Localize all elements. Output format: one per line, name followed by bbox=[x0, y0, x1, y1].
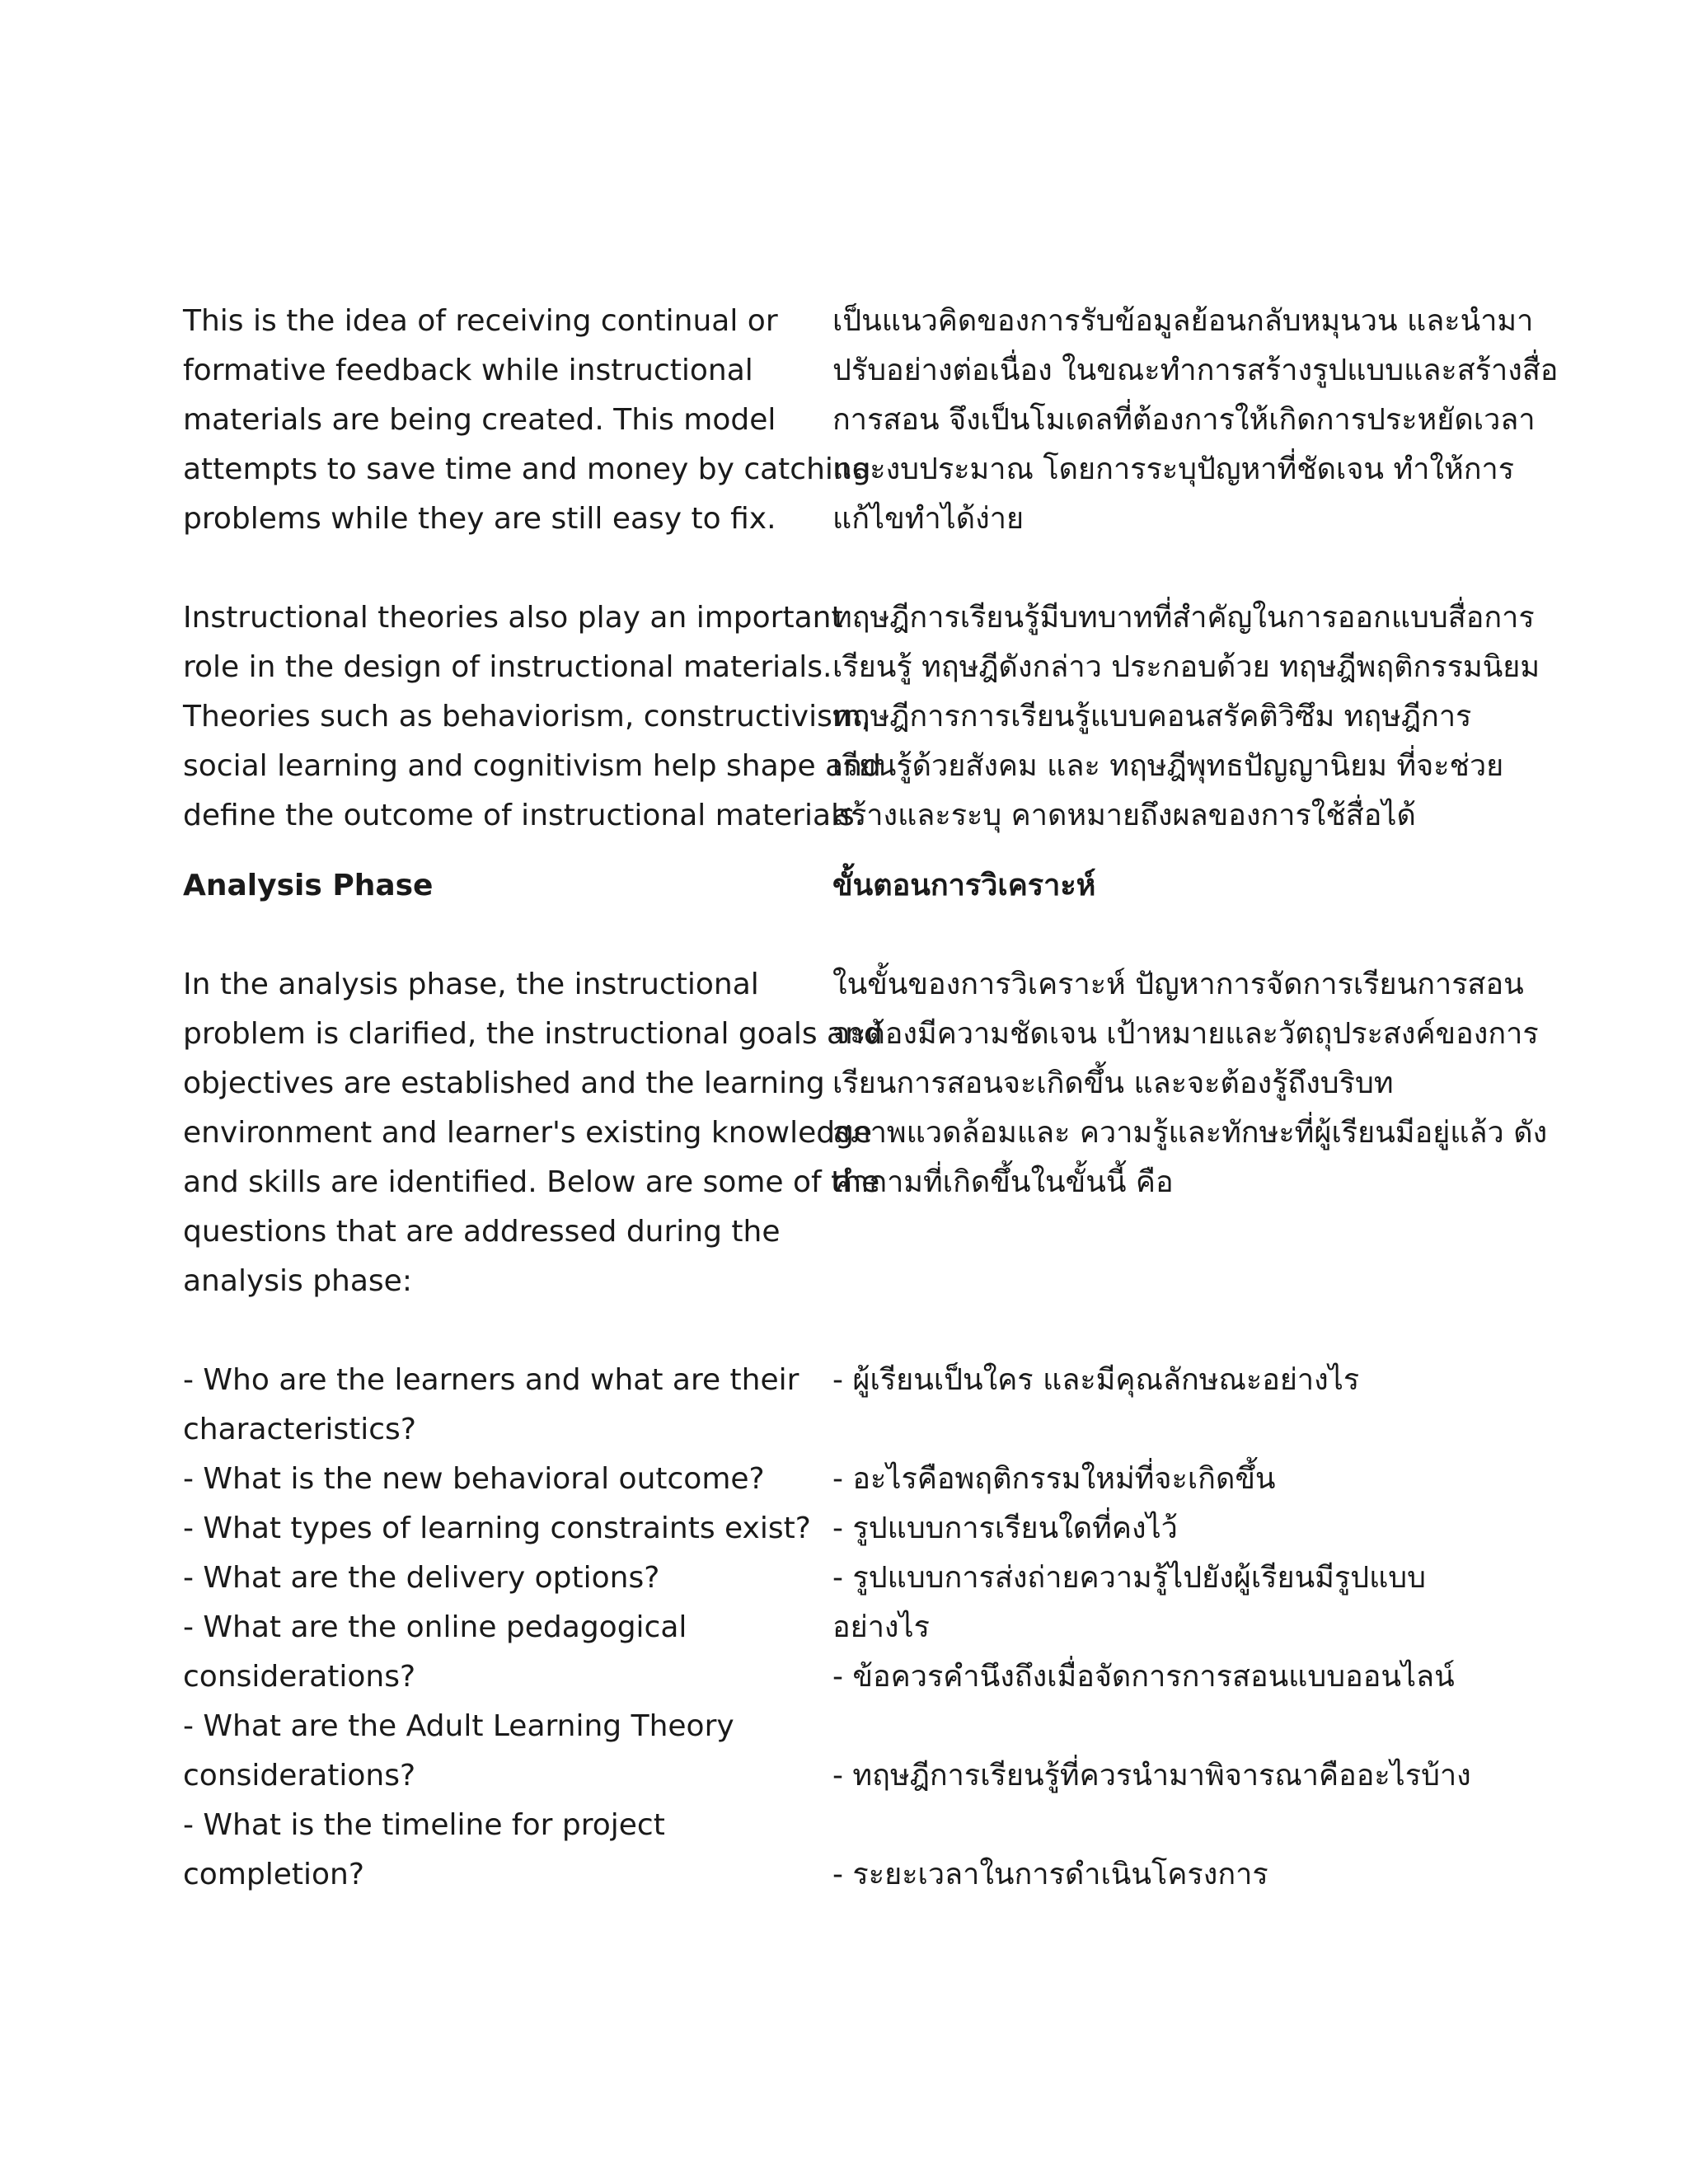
th-section-heading: ขั้นตอนการวิเคราะห์ bbox=[832, 869, 1096, 902]
en-question-line: considerations? bbox=[183, 1759, 416, 1793]
th-p2-line: เรียนรู้ด้วยสังคม และ ทฤษฎีพุทธปัญญานิยม ที่จะช่วย bbox=[832, 749, 1504, 783]
en-question-line: - What is the new behavioral outcome? bbox=[183, 1462, 765, 1496]
en-question-line: - What are the online pedagogical bbox=[183, 1610, 687, 1644]
th-p3-line: ในขั้นของการวิเคราะห์ ปัญหาการจัดการเรียนการสอน bbox=[832, 968, 1524, 1001]
en-question-line: - What are the delivery options? bbox=[183, 1561, 660, 1595]
en-question-line: - What types of learning constraints exist? bbox=[183, 1511, 811, 1545]
en-p3-line: analysis phase: bbox=[183, 1264, 412, 1298]
th-p3-line: เรียนการสอนจะเกิดขึ้น และจะต้องรู้ถึงบริบท bbox=[832, 1066, 1394, 1100]
en-question-line: - What are the Adult Learning Theory bbox=[183, 1709, 734, 1743]
en-p2-line: define the outcome of instructional materials. bbox=[183, 799, 865, 832]
en-question-line: - What is the timeline for project bbox=[183, 1808, 665, 1842]
en-question-line: - Who are the learners and what are their bbox=[183, 1363, 799, 1397]
th-question-line: - รูปแบบการเรียนใดที่คงไว้ bbox=[832, 1511, 1178, 1545]
th-p2-line: ทฤษฎีการเรียนรู้มีบทบาทที่สำคัญในการออกแบบสื่อการ bbox=[832, 601, 1535, 635]
th-p2-line: ทฤษฎีการการเรียนรู้แบบคอนสรัคติวิซึม ทฤษฎีการ bbox=[832, 700, 1472, 733]
en-question-line: considerations? bbox=[183, 1660, 416, 1694]
en-p2-line: Theories such as behaviorism, constructivism, bbox=[183, 700, 871, 733]
th-p3-line: จะต้องมีความชัดเจน เป้าหมายและวัตถุประสงค์ของการ bbox=[832, 1017, 1539, 1051]
th-question-line: - ผู้เรียนเป็นใคร และมีคุณลักษณะอย่างไร bbox=[832, 1363, 1360, 1397]
th-p1-line: การสอน จึงเป็นโมเดลที่ต้องการให้เกิดการประหยัดเวลา bbox=[832, 403, 1536, 437]
en-p3-line: questions that are addressed during the bbox=[183, 1215, 781, 1249]
en-p1-line: problems while they are still easy to fix. bbox=[183, 502, 776, 536]
en-p1-line: materials are being created. This model bbox=[183, 403, 776, 437]
th-question-line: - รูปแบบการส่งถ่ายความรู้ไปยังผู้เรียนมีรูปแบบ bbox=[832, 1561, 1426, 1595]
th-question-line: - ทฤษฎีการเรียนรู้ที่ควรนำมาพิจารณาคืออะไรบ้าง bbox=[832, 1759, 1471, 1793]
en-p3-line: problem is clarified, the instructional goals and bbox=[183, 1017, 883, 1051]
en-p1-line: This is the idea of receiving continual or bbox=[183, 304, 778, 338]
th-question-line: - ข้อควรคำนึงถึงเมื่อจัดการการสอนแบบออนไลน์ bbox=[832, 1660, 1455, 1694]
en-p3-line: and skills are identified. Below are some of the bbox=[183, 1165, 880, 1199]
en-p3-line: In the analysis phase, the instructional bbox=[183, 968, 759, 1001]
en-p3-line: objectives are established and the learning bbox=[183, 1066, 825, 1100]
th-p3-line: สภาพแวดล้อมและ ความรู้และทักษะที่ผู้เรียนมีอยู่แล้ว ดัง bbox=[832, 1116, 1548, 1150]
en-p3-line: environment and learner's existing knowledge bbox=[183, 1116, 873, 1150]
th-p2-line: เรียนรู้ ทฤษฎีดังกล่าว ประกอบด้วย ทฤษฎีพฤติกรรมนิยม bbox=[832, 650, 1540, 684]
en-p2-line: role in the design of instructional materials. bbox=[183, 650, 832, 684]
th-p3-line: คำถามที่เกิดขึ้นในขั้นนี้ คือ bbox=[832, 1165, 1174, 1199]
th-p1-line: ปรับอย่างต่อเนื่อง ในขณะทำการสร้างรูปแบบและสร้างสื่อ bbox=[832, 354, 1559, 387]
th-question-line: - ระยะเวลาในการดำเนินโครงการ bbox=[832, 1858, 1268, 1891]
en-p1-line: formative feedback while instructional bbox=[183, 354, 753, 387]
th-p1-line: แก้ไขทำได้ง่าย bbox=[832, 502, 1025, 536]
en-p1-line: attempts to save time and money by catching bbox=[183, 452, 871, 486]
th-question-line: อย่างไร bbox=[832, 1610, 930, 1644]
th-p2-line: สร้างและระบุ คาดหมายถึงผลของการใช้สื่อได้ bbox=[832, 799, 1416, 832]
en-p2-line: social learning and cognitivism help shape and bbox=[183, 749, 881, 783]
en-question-line: completion? bbox=[183, 1858, 364, 1891]
en-question-line: characteristics? bbox=[183, 1413, 416, 1446]
th-p1-line: เป็นแนวคิดของการรับข้อมูลย้อนกลับหมุนวน และนำมา bbox=[832, 304, 1534, 338]
th-p1-line: และงบประมาณ โดยการระบุปัญหาที่ชัดเจน ทำให้การ bbox=[832, 452, 1515, 486]
en-p2-line: Instructional theories also play an important bbox=[183, 601, 843, 635]
th-question-line: - อะไรคือพฤติกรรมใหม่ที่จะเกิดขึ้น bbox=[832, 1462, 1276, 1496]
en-section-heading: Analysis Phase bbox=[183, 869, 434, 902]
